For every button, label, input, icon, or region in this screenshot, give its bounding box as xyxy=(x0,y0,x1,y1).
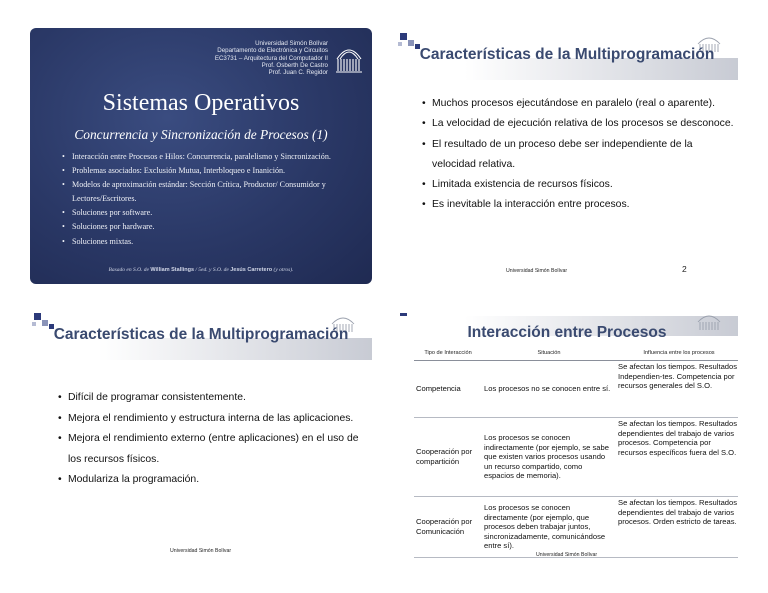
list-item: • Soluciones mixtas. xyxy=(62,235,362,249)
slide-title: Características de la Multiprogramación xyxy=(53,326,349,343)
slide-4[interactable] xyxy=(396,308,738,564)
header-line: Departamento de Electrónica y Circuitos xyxy=(217,47,328,55)
university-logo-icon xyxy=(334,39,364,75)
table-cell: Cooperación por compartición xyxy=(414,418,482,497)
table-cell: Los procesos no se conocen entre sí. xyxy=(482,361,616,418)
list-item: • Mejora el rendimiento y estructura interna de las aplicaciones. xyxy=(58,409,370,430)
header-line: Prof. Osberth De Castro xyxy=(261,61,328,69)
slide-2[interactable] xyxy=(396,28,738,284)
slide-title: Características de la Multiprogramación xyxy=(419,46,715,63)
list-item: • Interacción entre Procesos e Hilos: Concurrencia, paralelismo y Sincronización. xyxy=(62,150,362,164)
slide-footer: Universidad Simón Bolívar xyxy=(536,552,598,558)
list-item: • Es inevitable la interacción entre procesos. xyxy=(422,195,734,215)
column-header: Influencia entre los procesos xyxy=(616,346,738,361)
page-number: 2 xyxy=(682,264,687,274)
table-cell: Competencia xyxy=(414,361,482,418)
table-cell: Se afectan los tiempos. Resultados dependientes del trabajo de varios procesos. Competencia por recursos específicos fuera del S.O. xyxy=(616,418,738,497)
slide-title: Interacción entre Procesos xyxy=(467,324,667,341)
credit-prefix: Basado en S.O. de xyxy=(108,267,149,273)
slide-title: Sistemas Operativos xyxy=(102,90,300,116)
table-cell: Los procesos se conocen indirectamente (por ejemplo, se sabe que existen varios procesos usando un recurso compartido, como espacios de memoria). xyxy=(482,418,616,497)
slide-3[interactable] xyxy=(30,308,372,564)
table-cell: Se afectan los tiempos. Resultados Independien-tes. Competencia por recursos generales del S.O. xyxy=(616,361,738,418)
table-cell: Se afectan los tiempos. Resultados dependientes del trabajo de varios procesos. Orden estricto de tareas. xyxy=(616,497,738,558)
header-line: Universidad Simón Bolívar xyxy=(255,40,328,47)
list-item: • Mejora el rendimiento externo (entre aplicaciones) en el uso de los recursos físicos. xyxy=(58,429,370,470)
list-item: • La velocidad de ejecución relativa de los procesos se desconoce. xyxy=(422,114,734,134)
slide-footer: Universidad Simón Bolívar xyxy=(506,268,568,274)
credit-suffix: (y otros). xyxy=(273,267,294,273)
table-cell: Los procesos se conocen directamente (por ejemplo, que procesos deben trabajar juntos, sincronizadamente, comunicándose entre sí). xyxy=(482,497,616,558)
list-item: • Muchos procesos ejecutándose en paralelo (real o aparente). xyxy=(422,94,734,114)
topic-list xyxy=(62,150,362,249)
bullet-list xyxy=(422,94,734,216)
list-item: • El resultado de un proceso debe ser independiente de la velocidad relativa. xyxy=(422,135,734,176)
column-header: Situación xyxy=(482,346,616,361)
interaction-table xyxy=(414,346,738,558)
slide-subtitle: Concurrencia y Sincronización de Procesos (1) xyxy=(74,127,328,142)
list-item: • Soluciones por hardware. xyxy=(62,220,362,234)
header-line: Prof. Juan C. Regidor xyxy=(268,69,328,77)
credit-author: Jesús Carretero xyxy=(230,267,273,273)
list-item: • Soluciones por software. xyxy=(62,206,362,220)
credit-line xyxy=(30,267,372,273)
list-item: • Difícil de programar consistentemente. xyxy=(58,388,370,409)
credit-middle: / 5ed. y S.O. de xyxy=(195,267,229,273)
table-row xyxy=(414,497,738,558)
bullet-list xyxy=(58,388,370,491)
credit-author: William Stallings xyxy=(150,267,195,273)
slide-footer: Universidad Simón Bolívar xyxy=(170,548,232,554)
list-item: • Modulariza la programación. xyxy=(58,470,370,491)
list-item: • Limitada existencia de recursos físicos. xyxy=(422,175,734,195)
table-row xyxy=(414,361,738,418)
column-header: Tipo de Interacción xyxy=(414,346,482,361)
list-item: • Problemas asociados: Exclusión Mutua, Interbloqueo e Inanición. xyxy=(62,164,362,178)
header-line: EC3731 – Arquitectura del Computador II xyxy=(214,54,328,62)
list-item: • Modelos de aproximación estándar: Sección Crítica, Productor/ Consumidor y Lectores/Escritores. xyxy=(62,178,362,206)
university-header xyxy=(150,40,328,76)
table-row xyxy=(414,418,738,497)
table-header-row xyxy=(414,346,738,361)
slide-1-title[interactable] xyxy=(30,28,372,284)
table-cell: Cooperación por Comunicación xyxy=(414,497,482,558)
